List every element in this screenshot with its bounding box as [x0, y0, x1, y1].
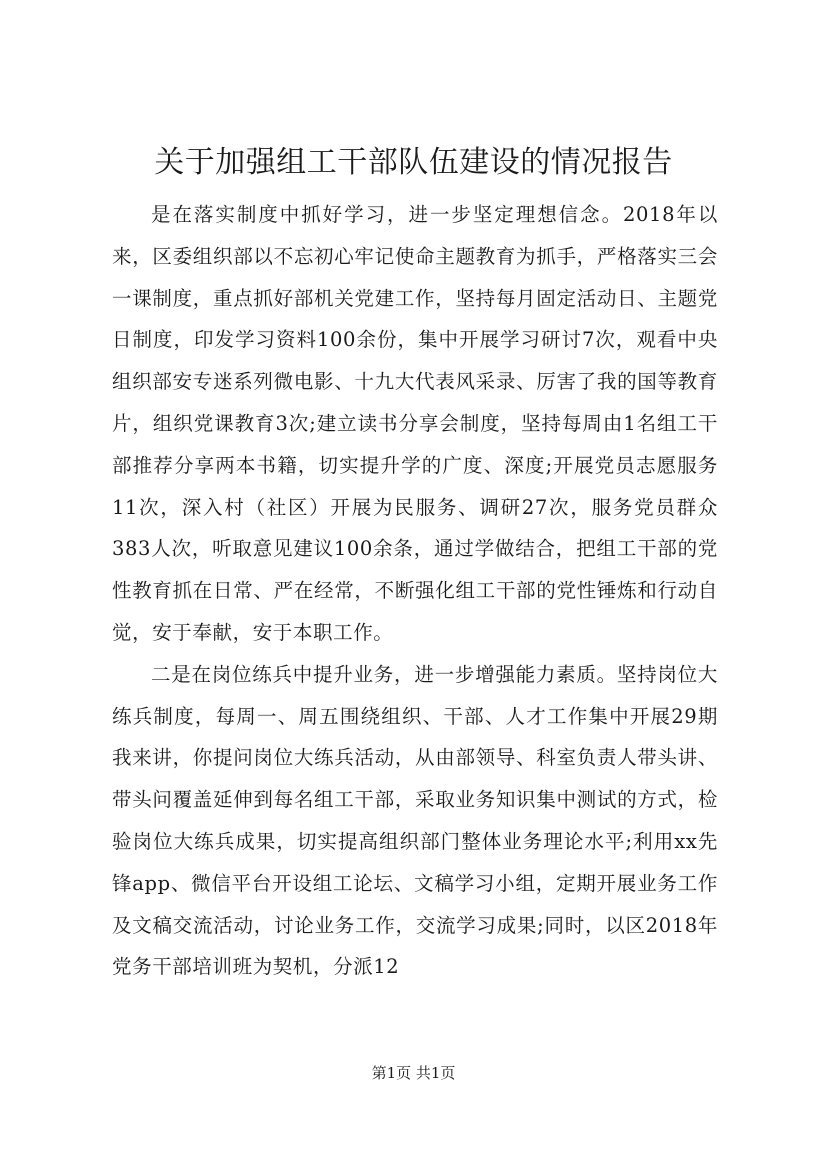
document-title: 关于加强组工干部队伍建设的情况报告 — [154, 145, 673, 180]
document-body — [112, 194, 718, 988]
paragraph-2: 二是在岗位练兵中提升业务，进一步增强能力素质。坚持岗位大练兵制度，每周一、周五围绕组织、干部、人才工作集中开展29期我来讲，你提问岗位大练兵活动，从由部领导、科室负责人带头讲、带头问覆盖延伸到每名组工干部，采取业务知识集中测试的方式，检验岗位大练兵成果，切实提高组织部门整体业务理论水平;利用xx先锋app、微信平台开设组工论坛、文稿学习小组，定期开展业务工作及文稿交流活动，讨论业务工作，交流学习成果;同时，以区2018年党务干部培训班为契机，分派12 — [112, 662, 718, 979]
page-footer: 第1页 共1页 — [371, 1064, 456, 1082]
paragraph-1: 是在落实制度中抓好学习，进一步坚定理想信念。2018年以来，区委组织部以不忘初心牢记使命主题教育为抓手，严格落实三会一课制度，重点抓好部机关党建工作，坚持每月固定活动日、主题党日制度，印发学习资料100余份，集中开展学习研讨7次，观看中央组织部安专迷系列微电影、十九大代表风采录、厉害了我的国等教育片，组织党课教育3次;建立读书分享会制度，坚持每周由1名组工干部推荐分享两本书籍，切实提升学的广度、深度;开展党员志愿服务11次，深入村（社区）开展为民服务、调研27次，服务党员群众383人次，听取意见建议100余条，通过学做结合，把组工干部的党性教育抓在日常、严在经常，不断强化组工干部的党性锤炼和行动自觉，安于奉献，安于本职工作。 — [112, 203, 718, 644]
